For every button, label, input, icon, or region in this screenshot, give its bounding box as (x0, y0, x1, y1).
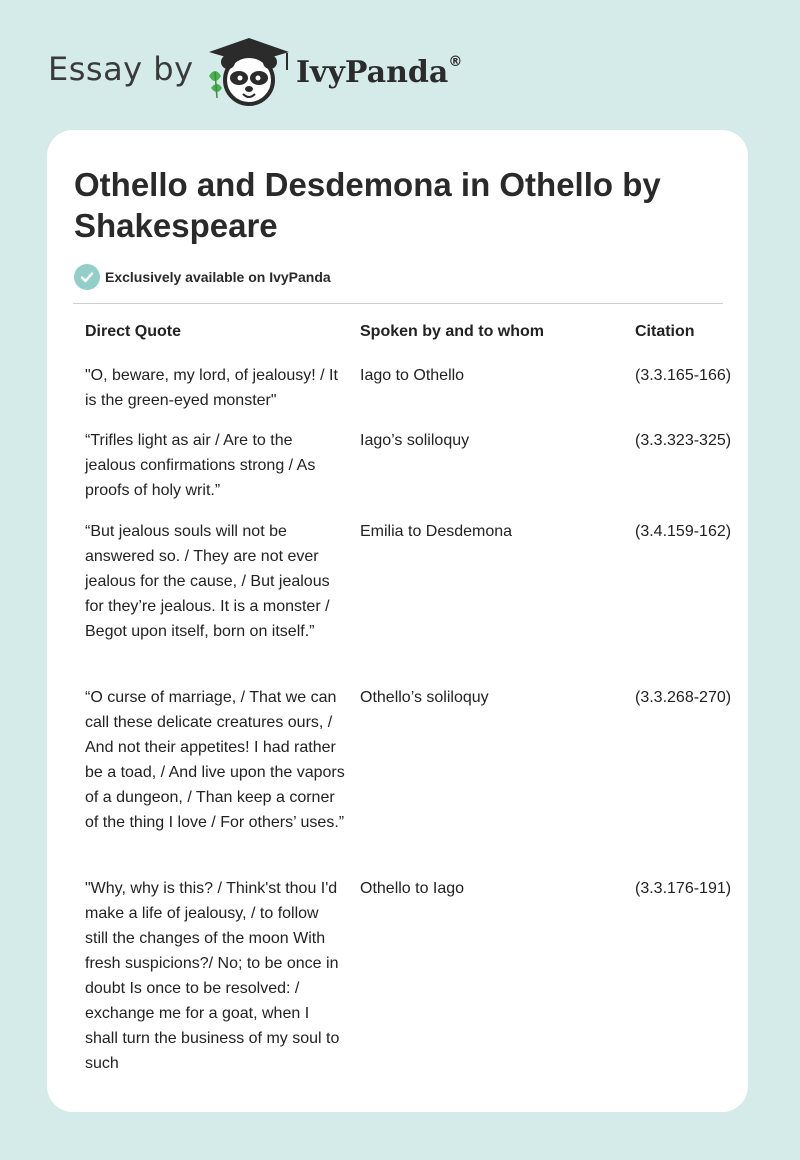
quote-cell: "Why, why is this? / Think'st thou I'd make a life of jealousy, / to follow still the changes of the moon With fresh suspicions?/ No; to be once in doubt Is once to be resolved: / exchange me for a goat, when I shall turn the business of my soul to such (85, 880, 340, 1072)
registered-mark: ® (448, 54, 463, 70)
quote-cell: “Trifles light as air / Are to the jealous confirmations strong / As proofs of holy writ.” (85, 432, 316, 499)
essay-card (47, 130, 748, 1112)
badge-label: Exclusively available on IvyPanda (105, 269, 331, 285)
quote-cell: “But jealous souls will not be answered so. / They are not ever jealous for the cause, / But jealous for they’re jealous. It is a monster / Begot upon itself, born on itself.” (85, 523, 330, 640)
citation-cell: (3.3.323-325) (635, 432, 732, 449)
citation-cell: (3.3.268-270) (635, 689, 732, 706)
exclusive-badge (74, 264, 331, 290)
citation-cell: (3.3.165-166) (635, 367, 732, 384)
page-title: Othello and Desdemona in Othello by Shakespeare (74, 166, 661, 244)
divider (73, 303, 723, 304)
speaker-cell: Iago to Othello (360, 367, 465, 384)
brand-name[interactable] (296, 54, 462, 90)
brand-text: IvyPanda (296, 55, 449, 90)
quote-cell: “O curse of marriage, / That we can call these delicate creatures ours, / And not their appetites! I had rather be a toad, / And live upon the vapors of a dungeon, / Than keep a corner of the thing I love / For others’ uses.” (85, 689, 345, 831)
essay-by-label: Essay by (48, 50, 194, 88)
quote-cell: "O, beware, my lord, of jealousy! / It is the green-eyed monster" (85, 367, 338, 409)
speaker-cell: Othello’s soliloquy (360, 689, 489, 706)
check-icon (74, 264, 100, 290)
column-header-quote: Direct Quote (85, 323, 182, 340)
site-header (0, 0, 800, 120)
column-header-speaker: Spoken by and to whom (360, 323, 545, 340)
column-header-citation: Citation (635, 323, 695, 340)
speaker-cell: Emilia to Desdemona (360, 523, 513, 540)
citation-cell: (3.4.159-162) (635, 523, 732, 540)
speaker-cell: Iago’s soliloquy (360, 432, 470, 449)
speaker-cell: Othello to Iago (360, 880, 465, 897)
panda-logo-icon[interactable] (203, 36, 295, 108)
citation-cell: (3.3.176-191) (635, 880, 732, 897)
